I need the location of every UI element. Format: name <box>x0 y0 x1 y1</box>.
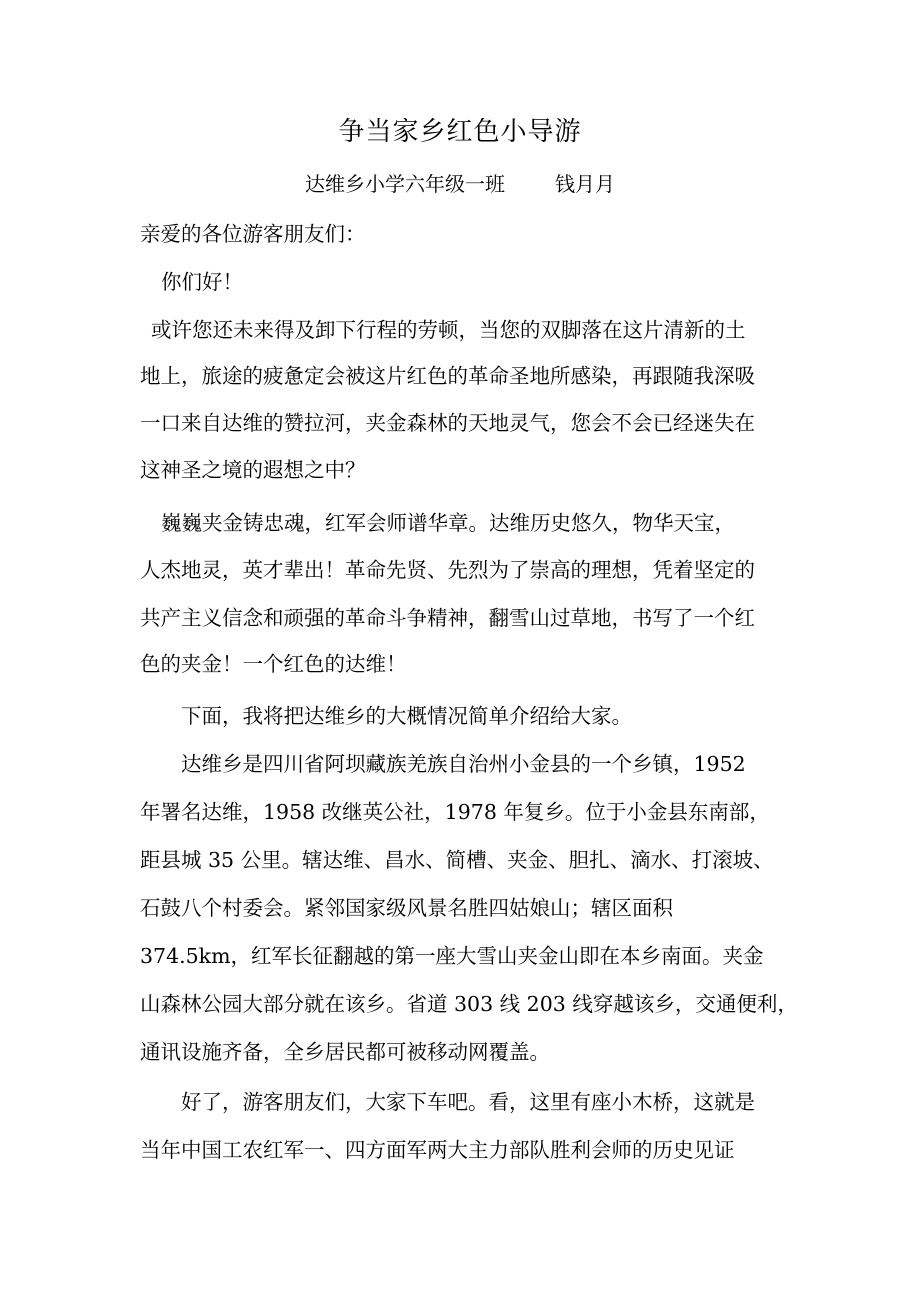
text-line: 共产主义信念和顽强的革命斗争精神，翻雪山过草地，书写了一个红 <box>140 606 755 630</box>
text-line: 你们好！ <box>161 270 243 294</box>
text-line: 距县城 35 公里。辖达维、昌水、简槽、夹金、胆扎、滴水、打滚坡、 <box>140 848 774 872</box>
text-line: 这神圣之境的遐想之中？ <box>140 458 366 482</box>
text-line: 达维乡是四川省阿坝藏族羌族自治州小金县的一个乡镇，1952 <box>181 752 746 776</box>
text-line: 年署名达维，1958 改继英公社，1978 年复乡。位于小金县东南部， <box>140 800 770 824</box>
text-line: 或许您还未来得及卸下行程的劳顿，当您的双脚落在这片清新的土 <box>151 318 746 342</box>
author-school: 达维乡小学六年级一班 <box>305 172 505 196</box>
author-name: 钱月月 <box>555 172 615 196</box>
text-line: 人杰地灵，英才辈出！革命先贤、先烈为了崇高的理想，凭着坚定的 <box>140 558 755 582</box>
text-line: 石鼓八个村委会。紧邻国家级风景名胜四姑娘山；辖区面积 <box>140 896 673 920</box>
text-line: 亲爱的各位游客朋友们： <box>140 222 366 246</box>
text-line: 374.5km，红军长征翻越的第一座大雪山夹金山即在本乡南面。夹金 <box>140 944 764 968</box>
text-line: 下面，我将把达维乡的大概情况简单介绍给大家。 <box>181 704 632 728</box>
text-line: 好了，游客朋友们，大家下车吧。看，这里有座小木桥，这就是 <box>181 1090 755 1114</box>
text-line: 山森林公园大部分就在该乡。省道 303 线 203 线穿越该乡，交通便利， <box>140 992 798 1016</box>
text-line: 一口来自达维的赞拉河，夹金森林的天地灵气，您会不会已经迷失在 <box>140 411 755 435</box>
text-line: 巍巍夹金铸忠魂，红军会师谱华章。达维历史悠久，物华天宝， <box>161 511 735 535</box>
author-line <box>0 166 920 202</box>
text-line: 通讯设施齐备，全乡居民都可被移动网覆盖。 <box>140 1040 550 1064</box>
text-line: 当年中国工农红军一、四方面军两大主力部队胜利会师的历史见证 <box>140 1138 735 1162</box>
text-line: 色的夹金！一个红色的达维！ <box>140 652 407 676</box>
document-title: 争当家乡红色小导游 <box>338 117 582 147</box>
text-line: 地上，旅途的疲惫定会被这片红色的革命圣地所感染，再跟随我深吸 <box>140 364 755 388</box>
